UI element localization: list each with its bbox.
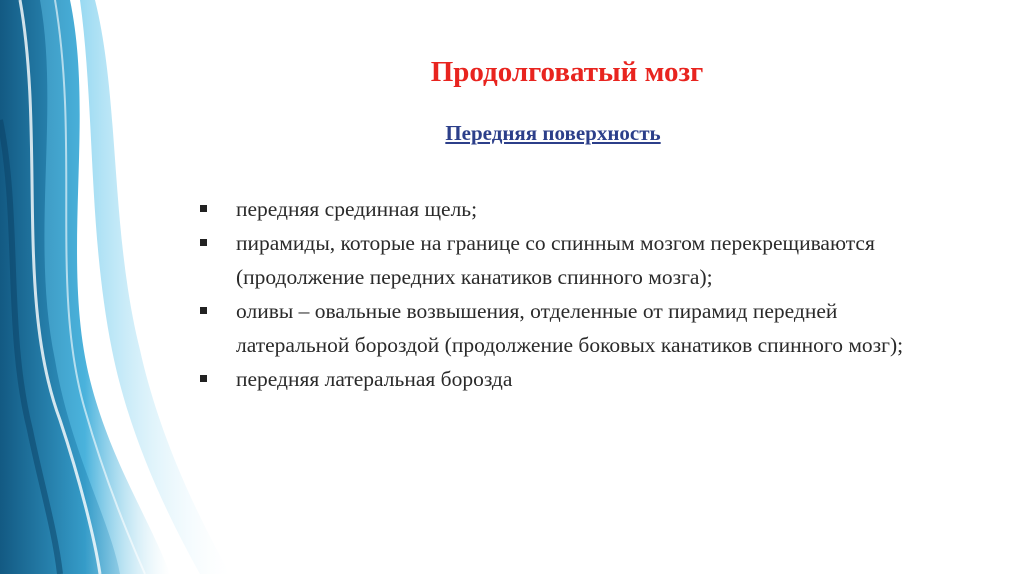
list-item-text: передняя латеральная борозда bbox=[236, 367, 513, 391]
square-bullet-icon bbox=[200, 205, 207, 212]
list-item-text: оливы – овальные возвышения, отделенные от пирамид передней латеральной бороздой (продолжение боковых канатиков спинного мозг); bbox=[236, 299, 904, 357]
square-bullet-icon bbox=[200, 307, 207, 314]
list-item bbox=[190, 192, 910, 226]
square-bullet-icon bbox=[200, 239, 207, 246]
slide-subtitle: Передняя поверхность bbox=[445, 121, 661, 145]
slide-title: Продолговатый мозг bbox=[430, 56, 704, 88]
list-item bbox=[190, 294, 910, 362]
list-item bbox=[190, 362, 910, 396]
list-item-text: передняя срединная щель; bbox=[236, 197, 478, 221]
list-item bbox=[190, 226, 910, 294]
bullet-list bbox=[190, 192, 910, 396]
list-item-text: пирамиды, которые на границе со спинным мозгом перекрещиваются (продолжение передних канатиков спинного мозга); bbox=[236, 231, 875, 289]
square-bullet-icon bbox=[200, 375, 207, 382]
